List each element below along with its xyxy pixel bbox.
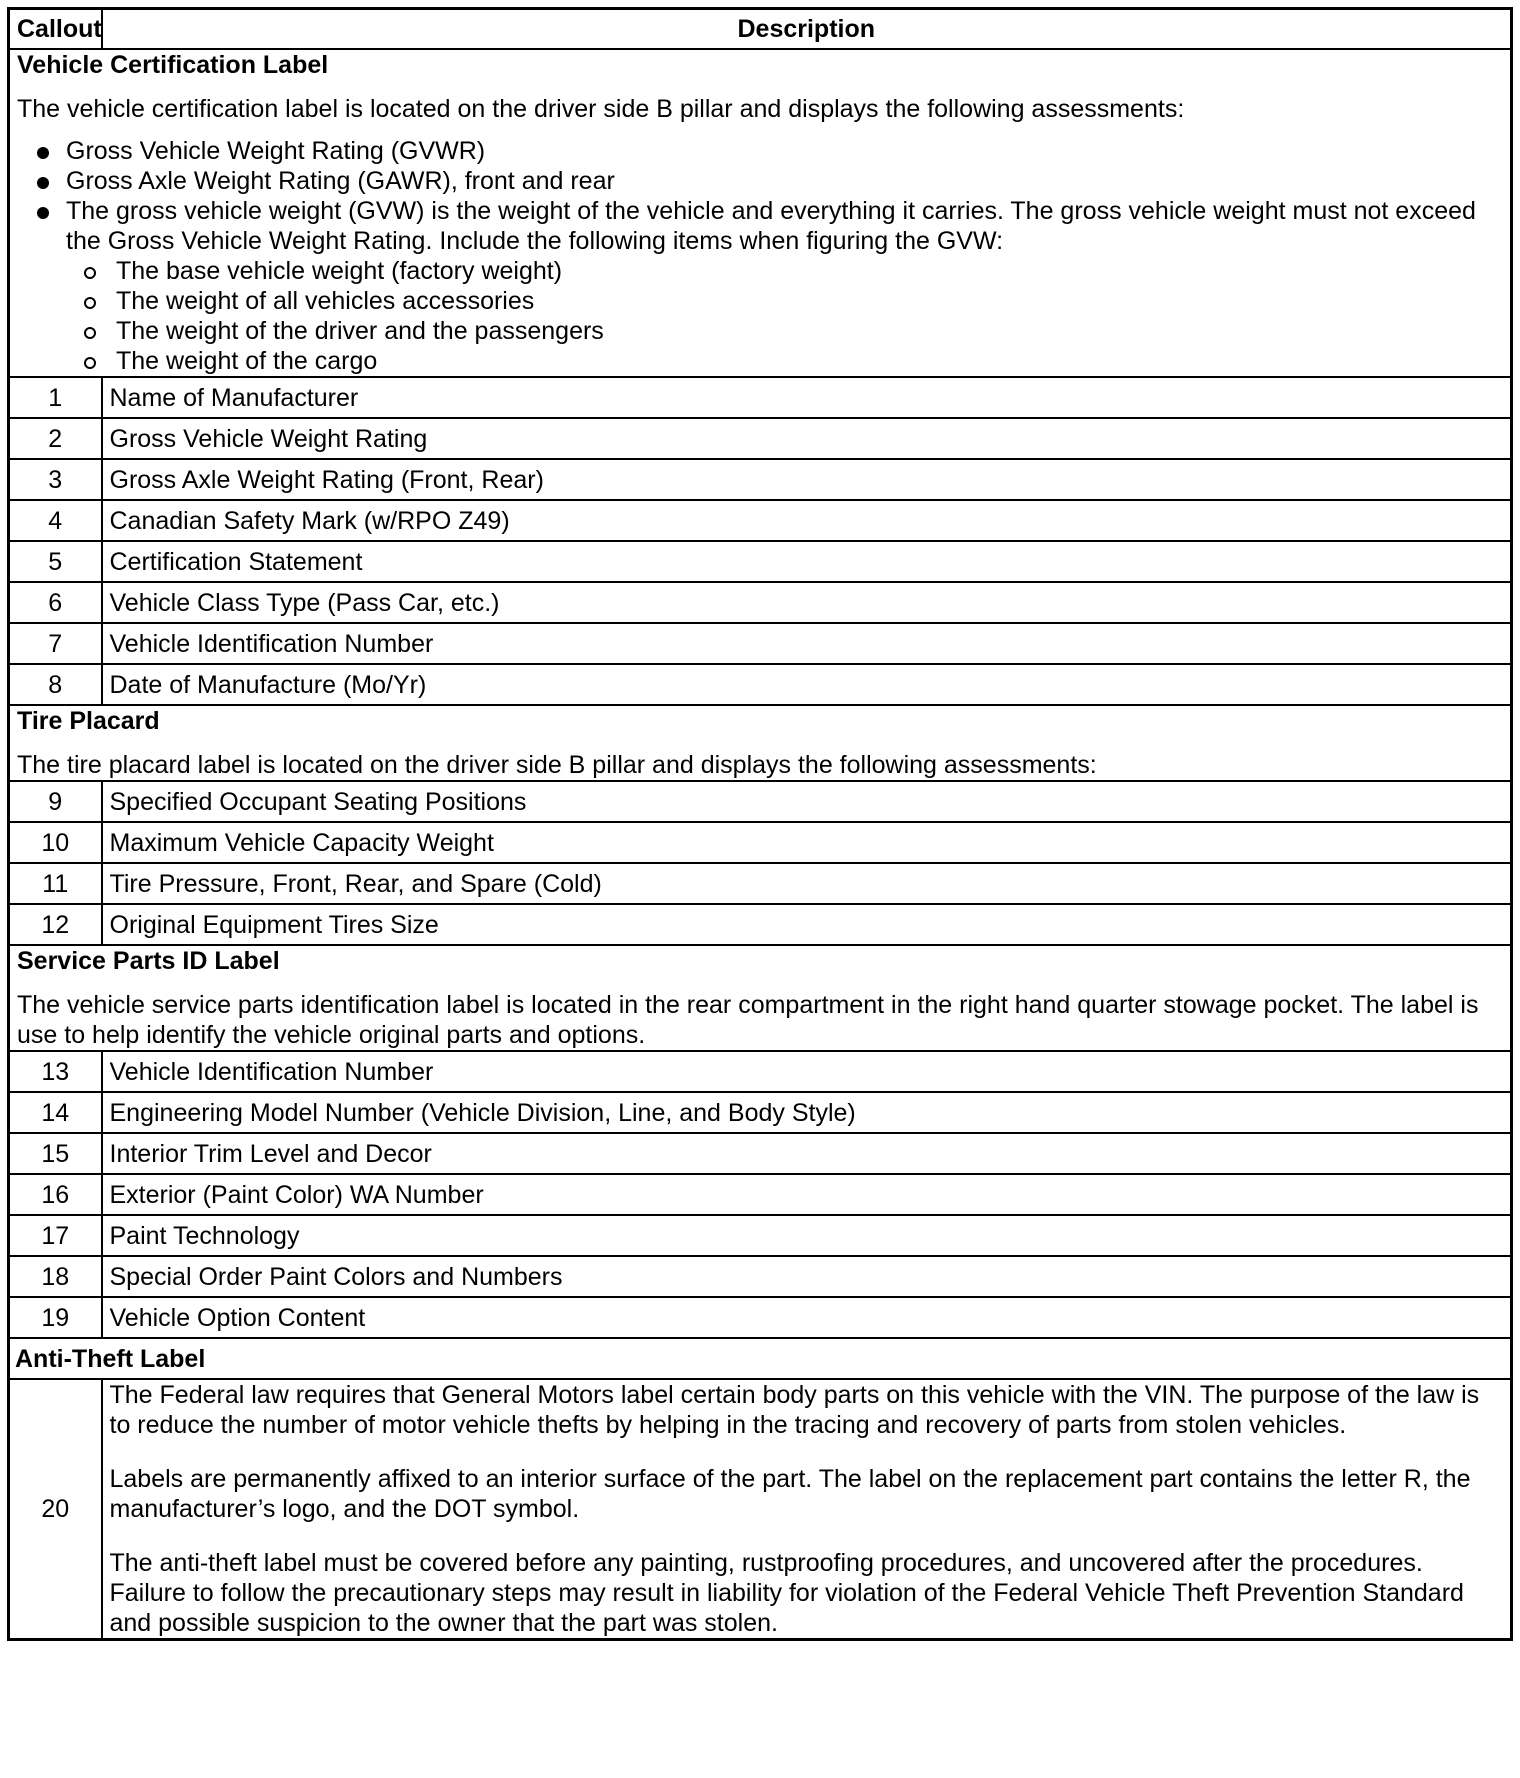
bullet-item [17, 196, 1503, 376]
callout-number: 3 [9, 459, 102, 500]
table-row [9, 863, 1512, 904]
callout-number: 4 [9, 500, 102, 541]
callout-number: 6 [9, 582, 102, 623]
bullet-item: Gross Vehicle Weight Rating (GVWR) [17, 136, 1503, 166]
section-title: Anti-Theft Label [9, 1338, 1512, 1379]
section-intro: The tire placard label is located on the driver side B pillar and displays the following assessments: [17, 751, 1097, 779]
callout-description: Maximum Vehicle Capacity Weight [102, 822, 1512, 863]
header-description: Description [102, 9, 1512, 50]
bullet-item: Gross Axle Weight Rating (GAWR), front and rear [17, 166, 1503, 196]
callout-number: 11 [9, 863, 102, 904]
callout-description: Interior Trim Level and Decor [102, 1133, 1512, 1174]
callout-number: 5 [9, 541, 102, 582]
table-row [9, 377, 1512, 418]
section-intro: The vehicle certification label is located on the driver side B pillar and displays the following assessments: [17, 95, 1185, 123]
callout-number: 18 [9, 1256, 102, 1297]
section-row-tire-placard [9, 705, 1512, 781]
callout-description: Certification Statement [102, 541, 1512, 582]
section-title: Vehicle Certification Label [17, 51, 329, 79]
callout-number: 16 [9, 1174, 102, 1215]
header-row [9, 9, 1512, 50]
header-callout: Callout [9, 9, 102, 50]
callout-number: 15 [9, 1133, 102, 1174]
callout-number: 17 [9, 1215, 102, 1256]
table-row [9, 582, 1512, 623]
table-row [9, 500, 1512, 541]
sub-bullet-item: The base vehicle weight (factory weight) [66, 256, 1503, 286]
callout-description: Specified Occupant Seating Positions [102, 781, 1512, 822]
section-row-anti-theft [9, 1338, 1512, 1379]
callout-description: Vehicle Option Content [102, 1297, 1512, 1338]
paragraph: Labels are permanently affixed to an interior surface of the part. The label on the replacement part contains the letter R, the manufacturer’s logo, and the DOT symbol. [109, 1465, 1471, 1523]
section-row-service-parts [9, 945, 1512, 1051]
sub-bullet-list [66, 256, 1503, 376]
callout-number: 1 [9, 377, 102, 418]
callout-number: 14 [9, 1092, 102, 1133]
callout-number: 9 [9, 781, 102, 822]
callout-description: Gross Vehicle Weight Rating [102, 418, 1512, 459]
sub-bullet-item: The weight of the cargo [66, 346, 1503, 376]
callout-description: Paint Technology [102, 1215, 1512, 1256]
callout-description [102, 1379, 1512, 1640]
bullet-list [17, 136, 1503, 376]
section-intro: The vehicle service parts identification label is located in the rear compartment in the right hand quarter stowage pocket. The label is use to help identify the vehicle original parts and options. [17, 991, 1479, 1049]
table-row [9, 1051, 1512, 1092]
table-row [9, 904, 1512, 945]
callout-number: 19 [9, 1297, 102, 1338]
callout-number: 13 [9, 1051, 102, 1092]
callout-number: 8 [9, 664, 102, 705]
callout-description: Vehicle Identification Number [102, 1051, 1512, 1092]
callout-description: Gross Axle Weight Rating (Front, Rear) [102, 459, 1512, 500]
section-title: Service Parts ID Label [17, 947, 280, 975]
callout-description: Name of Manufacturer [102, 377, 1512, 418]
sub-bullet-item: The weight of all vehicles accessories [66, 286, 1503, 316]
section-cell [9, 49, 1512, 377]
callout-description: Special Order Paint Colors and Numbers [102, 1256, 1512, 1297]
table-row [9, 1379, 1512, 1640]
callout-description: Tire Pressure, Front, Rear, and Spare (Cold) [102, 863, 1512, 904]
section-row-vehicle-certification [9, 49, 1512, 377]
callout-description: Vehicle Class Type (Pass Car, etc.) [102, 582, 1512, 623]
paragraph: The anti-theft label must be covered before any painting, rustproofing procedures, and uncovered after the procedures. Failure to follow the precautionary steps may result in liability for violation of the Federal Vehicle Theft Prevention Standard and possible suspicion to the owner that the part was stolen. [109, 1549, 1464, 1637]
table-row [9, 664, 1512, 705]
callout-description: Vehicle Identification Number [102, 623, 1512, 664]
table-row [9, 781, 1512, 822]
callout-description: Date of Manufacture (Mo/Yr) [102, 664, 1512, 705]
bullet-text: The gross vehicle weight (GVW) is the weight of the vehicle and everything it carries. The gross vehicle weight must not exceed the Gross Vehicle Weight Rating. Include the following items when figuring the GVW: [66, 197, 1476, 255]
callout-description: Engineering Model Number (Vehicle Division, Line, and Body Style) [102, 1092, 1512, 1133]
table-row [9, 1092, 1512, 1133]
callout-number: 2 [9, 418, 102, 459]
table-row [9, 822, 1512, 863]
table-row [9, 541, 1512, 582]
paragraph: The Federal law requires that General Motors label certain body parts on this vehicle with the VIN. The purpose of the law is to reduce the number of motor vehicle thefts by helping in the tracing and recovery of parts from stolen vehicles. [109, 1381, 1480, 1439]
section-title: Tire Placard [17, 707, 160, 735]
callout-description: Canadian Safety Mark (w/RPO Z49) [102, 500, 1512, 541]
callout-number: 12 [9, 904, 102, 945]
callout-description: Exterior (Paint Color) WA Number [102, 1174, 1512, 1215]
callout-table [7, 7, 1513, 1641]
table-row [9, 1215, 1512, 1256]
callout-description: Original Equipment Tires Size [102, 904, 1512, 945]
section-cell [9, 945, 1512, 1051]
callout-number: 20 [9, 1379, 102, 1640]
section-cell [9, 705, 1512, 781]
table-row [9, 623, 1512, 664]
callout-number: 10 [9, 822, 102, 863]
table-row [9, 459, 1512, 500]
table-row [9, 1133, 1512, 1174]
table-row [9, 1174, 1512, 1215]
callout-number: 7 [9, 623, 102, 664]
sub-bullet-item: The weight of the driver and the passengers [66, 316, 1503, 346]
table-row [9, 418, 1512, 459]
table-row [9, 1256, 1512, 1297]
table-row [9, 1297, 1512, 1338]
